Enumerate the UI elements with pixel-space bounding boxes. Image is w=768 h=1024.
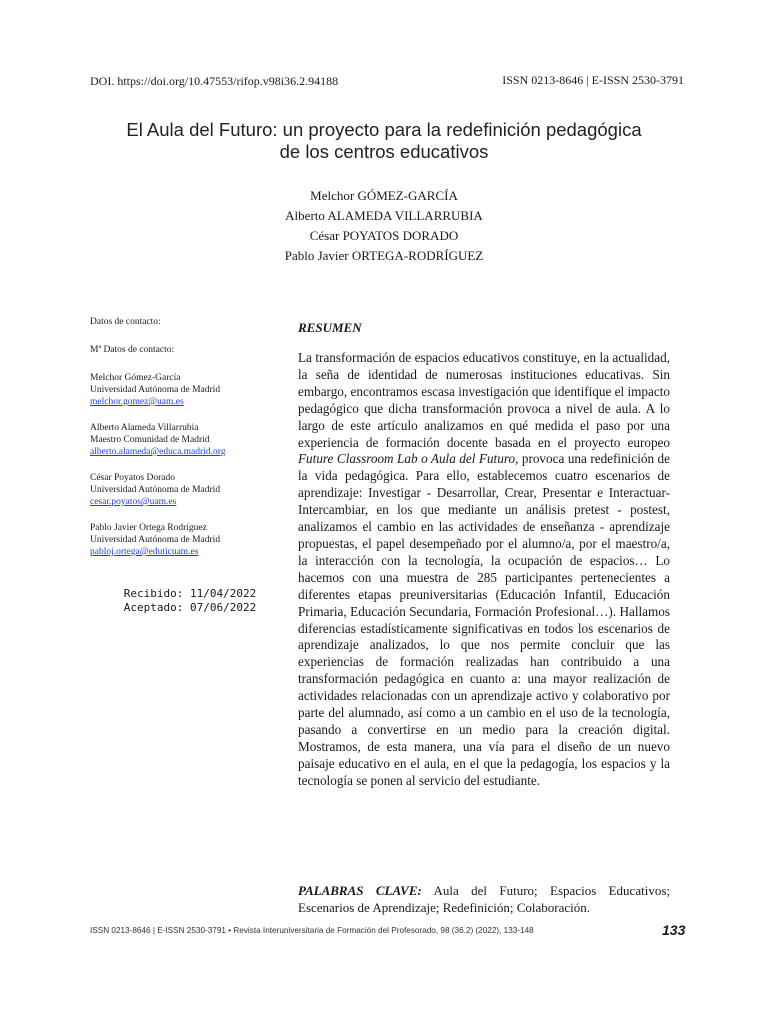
issn-header: ISSN 0213-8646 | E-ISSN 2530-3791 <box>502 73 684 87</box>
contact-affiliation: Universidad Autónoma de Madrid <box>90 485 221 495</box>
accepted-date: Aceptado: 07/06/2022 <box>123 601 257 614</box>
contact-subheading: Mª Datos de contacto: <box>90 345 175 355</box>
contact-email-link[interactable]: melchor.gomez@uam.es <box>90 397 184 407</box>
author-name: Pablo Javier ORTEGA-RODRÍGUEZ <box>284 248 484 263</box>
contact-affiliation: Universidad Autónoma de Madrid <box>90 535 221 545</box>
contact-affiliation: Maestro Comunidad de Madrid <box>90 435 210 445</box>
contact-name: Melchor Gómez-García <box>90 373 181 383</box>
keywords-list: Aula del Futuro; Espacios Educativos; Escenarios de Aprendizaje; Redefinición; Colaboración. <box>298 883 670 915</box>
contact-email-link[interactable]: pabloj.ortega@eduticuam.es <box>90 547 199 557</box>
abstract-body <box>298 350 670 790</box>
title-line-1: El Aula del Futuro: un proyecto para la redefinición pedagógica <box>126 119 642 140</box>
abstract-section <box>298 320 670 790</box>
contact-entry <box>90 372 290 408</box>
contact-affiliation: Universidad Autónoma de Madrid <box>90 385 221 395</box>
doi-line: DOI. https://doi.org/10.47553/rifop.v98i36.2.94188 <box>90 74 339 88</box>
abstract-text-part: La transformación de espacios educativos constituye, en la actualidad, la seña de identidad de numerosas instituciones educativas. Sin embargo, encontramos escasa investigación que identifique el impacto pedagógico que dicha transformación provoca a nivel de aula. A lo largo de este artículo analizamos en qué medida el paso por una experiencia de formación docente basada en el proyecto europeo <box>298 350 670 450</box>
title-line-2: de los centros educativos <box>279 141 489 162</box>
submission-dates <box>90 587 290 615</box>
author-name: César POYATOS DORADO <box>309 228 459 243</box>
abstract-text-part: , provoca una redefinición de la vida pedagógica. Para ello, establecemos cuatro escenarios de aprendizaje: Investigar - Desarrollar, Crear, Presentar e Interactuar-Intercambiar, en los que mediante un análisis pretest - postest, analizamos el cambio en las actividades de enseñanza - aprendizaje propuestas, el papel desempeñado por el alumno/a, por el maestro/a, la interacción con la tecnología, la ocupación de espacios… Lo hacemos con una muestra de 285 participantes pertenecientes a diferentes etapas preuniversitarias (Educación Infantil, Educación Primaria, Educación Secundaria, Formación Profesional…). Hallamos diferencias estadísticamente significativas en todos los escenarios de aprendizaje analizados, lo que nos permite concluir que las experiencias de formación realizadas han contribuido a una transformación pedagógica en cuanto a: una mayor realización de actividades relacionadas con un aprendizaje activo y colaborativo por parte del alumnado, así como a un cambio en el uso de la tecnología, pasando a convertirse en un medio para la creación digital. Mostramos, de esta manera, una vía para el diseño de un nuevo paisaje educativo en el aula, en el que la pedagogía, los espacios y la tecnología se ponen al servicio del estudiante. <box>298 451 670 788</box>
contact-entry <box>90 422 290 458</box>
contact-heading: Datos de contacto: <box>90 317 161 327</box>
contact-email-link[interactable]: alberto.alameda@educa.madrid.org <box>90 447 226 457</box>
keywords-section <box>298 882 670 916</box>
keywords-label: PALABRAS CLAVE: <box>298 883 422 898</box>
author-name: Alberto ALAMEDA VILLARRUBIA <box>285 208 483 223</box>
journal-footer: ISSN 0213-8646 | E-ISSN 2530-3791 • Revista Interuniversitaria de Formación del Profesorado, 98 (36.2) (2022), 133-148 <box>90 926 534 935</box>
contact-name: Alberto Alameda Villarrubia <box>90 423 199 433</box>
abstract-project-name: Future Classroom Lab o Aula del Futuro <box>298 451 516 467</box>
page-number: 133 <box>662 922 686 938</box>
author-list <box>0 186 768 266</box>
contact-email-link[interactable]: cesar.poyatos@uam.es <box>90 497 177 507</box>
author-name: Melchor GÓMEZ-GARCÍA <box>310 188 458 203</box>
contact-sidebar <box>90 316 290 572</box>
contact-name: César Poyatos Dorado <box>90 473 175 483</box>
contact-name: Pablo Javier Ortega Rodríguez <box>90 523 207 533</box>
received-date: Recibido: 11/04/2022 <box>123 587 257 600</box>
article-title <box>60 119 708 163</box>
abstract-heading: RESUMEN <box>298 320 362 335</box>
contact-entry <box>90 472 290 508</box>
contact-entry <box>90 522 290 558</box>
